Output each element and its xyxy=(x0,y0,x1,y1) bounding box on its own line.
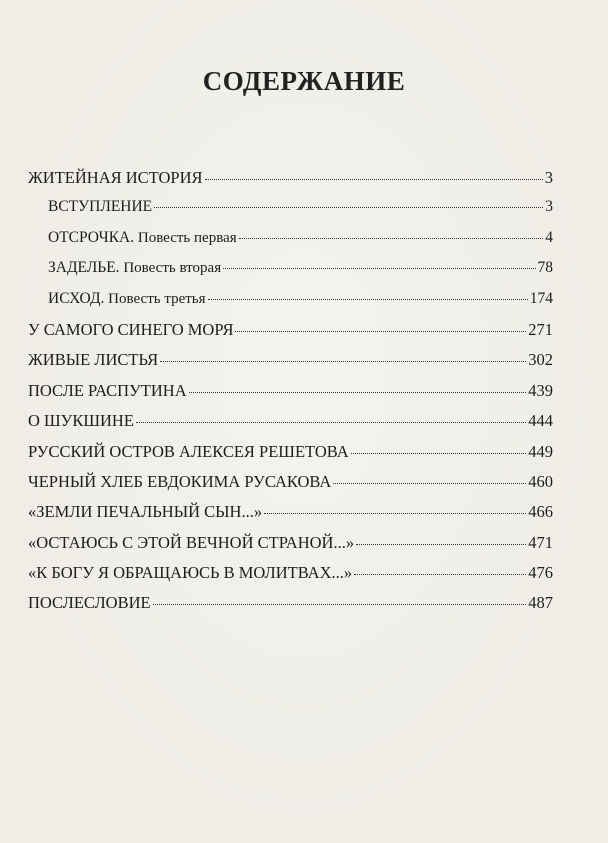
toc-entry xyxy=(28,411,553,441)
toc-entry xyxy=(28,442,553,472)
toc-page-number: 460 xyxy=(528,471,553,491)
toc-entry-label: ЖИВЫЕ ЛИСТЬЯ xyxy=(28,350,159,370)
toc-entry-subtitle: Повесть первая xyxy=(134,229,237,246)
toc-entry xyxy=(28,168,553,198)
toc-entry-label: ВСТУПЛЕНИЕ xyxy=(48,198,153,216)
toc-entry xyxy=(28,381,553,411)
toc-leader-dots xyxy=(205,179,543,180)
toc-leader-dots xyxy=(239,238,544,239)
toc-entry xyxy=(28,533,553,563)
toc-leader-dots xyxy=(235,331,526,332)
toc-entry xyxy=(28,472,553,502)
toc-entry-subtitle: Повесть третья xyxy=(104,290,206,307)
toc-page-number: 271 xyxy=(528,319,553,339)
toc-entry-label: ОТСРОЧКА. Повесть первая xyxy=(48,228,237,246)
toc-entry-label: О ШУКШИНЕ xyxy=(28,411,134,431)
toc-entry-label: ПОСЛЕ РАСПУТИНА xyxy=(28,380,187,400)
toc-entry-label: У САМОГО СИНЕГО МОРЯ xyxy=(28,319,234,339)
toc-page-number: 466 xyxy=(528,502,553,522)
toc-entry xyxy=(28,229,553,259)
toc-entry-label: «К БОГУ Я ОБРАЩАЮСЬ В МОЛИТВАХ...» xyxy=(28,563,353,583)
toc-page-number: 476 xyxy=(528,563,553,583)
toc-page-number: 78 xyxy=(537,259,553,277)
toc-entry xyxy=(28,290,553,320)
toc-page-number: 302 xyxy=(528,350,553,370)
toc-page-number: 444 xyxy=(528,411,553,431)
toc-entry xyxy=(28,350,553,380)
toc-page-number: 4 xyxy=(545,228,553,246)
table-of-contents xyxy=(28,168,553,624)
toc-page-number: 487 xyxy=(528,593,553,613)
toc-leader-dots xyxy=(208,299,528,300)
toc-leader-dots xyxy=(160,361,526,362)
toc-leader-dots xyxy=(153,604,527,605)
toc-page-number: 439 xyxy=(528,380,553,400)
toc-leader-dots xyxy=(333,483,526,484)
toc-entry-label: ЖИТЕЙНАЯ ИСТОРИЯ xyxy=(28,168,203,187)
toc-entry-label: «ЗЕМЛИ ПЕЧАЛЬНЫЙ СЫН...» xyxy=(28,502,263,522)
page-title: СОДЕРЖАНИЕ xyxy=(202,66,406,96)
toc-entry-label: ИСХОД. Повесть третья xyxy=(48,289,206,307)
toc-entry xyxy=(28,593,553,623)
toc-leader-dots xyxy=(356,544,526,545)
toc-entry xyxy=(28,502,553,532)
toc-leader-dots xyxy=(264,513,526,514)
toc-page-number: 3 xyxy=(545,198,553,216)
toc-entry-label: ЗАДЕЛЬЕ. Повесть вторая xyxy=(48,259,222,277)
toc-leader-dots xyxy=(189,392,527,393)
toc-leader-dots xyxy=(223,268,535,269)
toc-page-number: 3 xyxy=(544,168,553,187)
toc-leader-dots xyxy=(354,574,526,575)
toc-leader-dots xyxy=(154,207,543,208)
toc-leader-dots xyxy=(136,422,526,423)
toc-entry xyxy=(28,320,553,350)
toc-page-number: 174 xyxy=(529,289,553,307)
toc-entry-label: РУССКИЙ ОСТРОВ АЛЕКСЕЯ РЕШЕТОВА xyxy=(28,441,349,461)
toc-entry-label: «ОСТАЮСЬ С ЭТОЙ ВЕЧНОЙ СТРАНОЙ...» xyxy=(28,532,355,552)
toc-page-number: 449 xyxy=(528,441,553,461)
toc-entry xyxy=(28,563,553,593)
toc-entry xyxy=(28,198,553,228)
toc-entry xyxy=(28,259,553,289)
toc-entry-subtitle: Повесть вторая xyxy=(119,260,222,277)
toc-entry-label: ПОСЛЕСЛОВИЕ xyxy=(28,593,151,613)
toc-page-number: 471 xyxy=(528,532,553,552)
toc-leader-dots xyxy=(351,453,527,454)
toc-entry-label: ЧЕРНЫЙ ХЛЕБ ЕВДОКИМА РУСАКОВА xyxy=(28,471,332,491)
